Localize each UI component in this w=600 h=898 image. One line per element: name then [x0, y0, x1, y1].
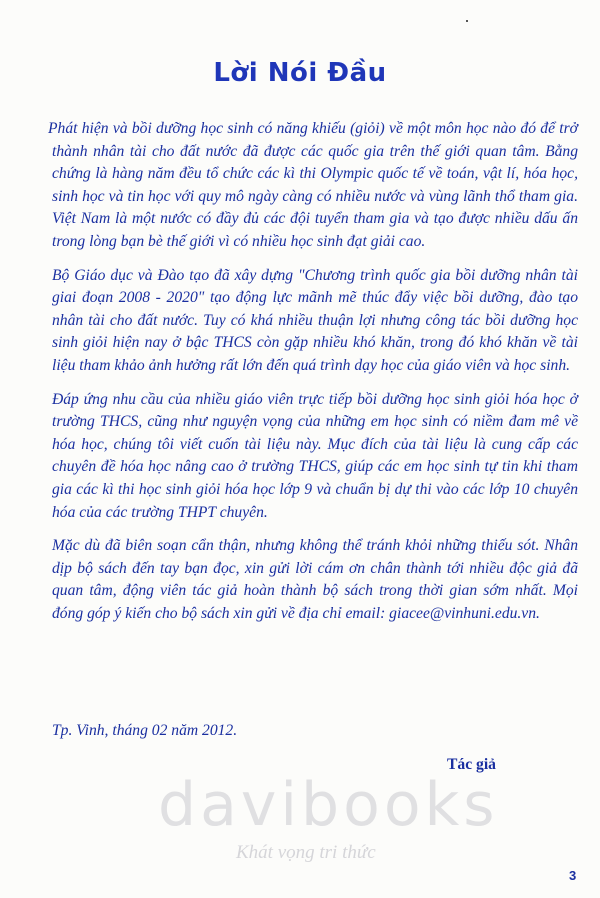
- paragraph-1: Phát hiện và bồi dưỡng học sinh có năng khiếu (giỏi) về một môn học nào đó để trở thành nhân tài cho đất nước đã được các quốc gia trên thế giới quan tâm. Bằng chứng là hàng năm đều tổ chức các kì thi Olympic quốc tế về toán, vật lí, hóa học, sinh học và tin học với quy mô ngày càng có nhiều nước và vùng lãnh thổ tham gia. Việt Nam là một nước có đầy đủ các đội tuyển tham gia và tạo được nhiều dấu ấn trong lòng bạn bè thế giới vì có nhiều học sinh đạt giải cao.: [48, 120, 578, 250]
- paragraph-3: Đáp ứng nhu cầu của nhiều giáo viên trực tiếp bồi dưỡng học sinh giỏi hóa học ở trường THCS, cũng như nguyện vọng của những em học sinh có niềm đam mê về hóa học, chúng tôi viết cuốn tài liệu này. Mục đích của tài liệu là cung cấp các chuyên đề hóa học nâng cao ở trường THCS, giúp các em học sinh tự tin khi tham gia các kì thi học sinh giỏi hóa học lớp 9 và chuẩn bị dự thi vào các lớp 10 chuyên hóa của các trường THPT chuyên.: [52, 390, 578, 521]
- watermark-tagline: Khát vọng tri thức: [236, 842, 376, 863]
- page-title: Lời Nói Đầu: [213, 58, 387, 88]
- watermark-brand: davibooks: [158, 770, 499, 840]
- paragraph-4: Mặc dù đã biên soạn cẩn thận, nhưng không thể tránh khỏi những thiếu sót. Nhân dịp bộ sách đến tay bạn đọc, xin gửi lời cám ơn chân thành tới nhiều độc giả đã quan tâm, động viên tác giả hoàn thành bộ sách trong thời gian sớm nhất. Mọi đóng góp ý kiến cho bộ sách xin gửi về địa chỉ email: giacee@vinhuni.edu.vn.: [52, 537, 578, 622]
- page-number: 3: [569, 868, 577, 883]
- date-line: Tp. Vinh, tháng 02 năm 2012.: [52, 722, 238, 739]
- author-signature: Tác giả: [447, 756, 496, 773]
- scan-speck: [466, 20, 468, 22]
- preface-body: [48, 118, 578, 636]
- paragraph-2: Bộ Giáo dục và Đào tạo đã xây dựng "Chương trình quốc gia bồi dưỡng nhân tài giai đoạn 2008 - 2020" tạo động lực mãnh mẽ thúc đẩy việc bồi dưỡng, đào tạo nhân tài cho đất nước. Tuy có khá nhiều thuận lợi nhưng công tác bồi dưỡng học sinh giỏi hiện nay ở bậc THCS còn gặp nhiều khó khăn, trong đó khó khăn về tài liệu tham khảo ảnh hưởng rất lớn đến quá trình dạy học của giáo viên và học sinh.: [52, 266, 578, 374]
